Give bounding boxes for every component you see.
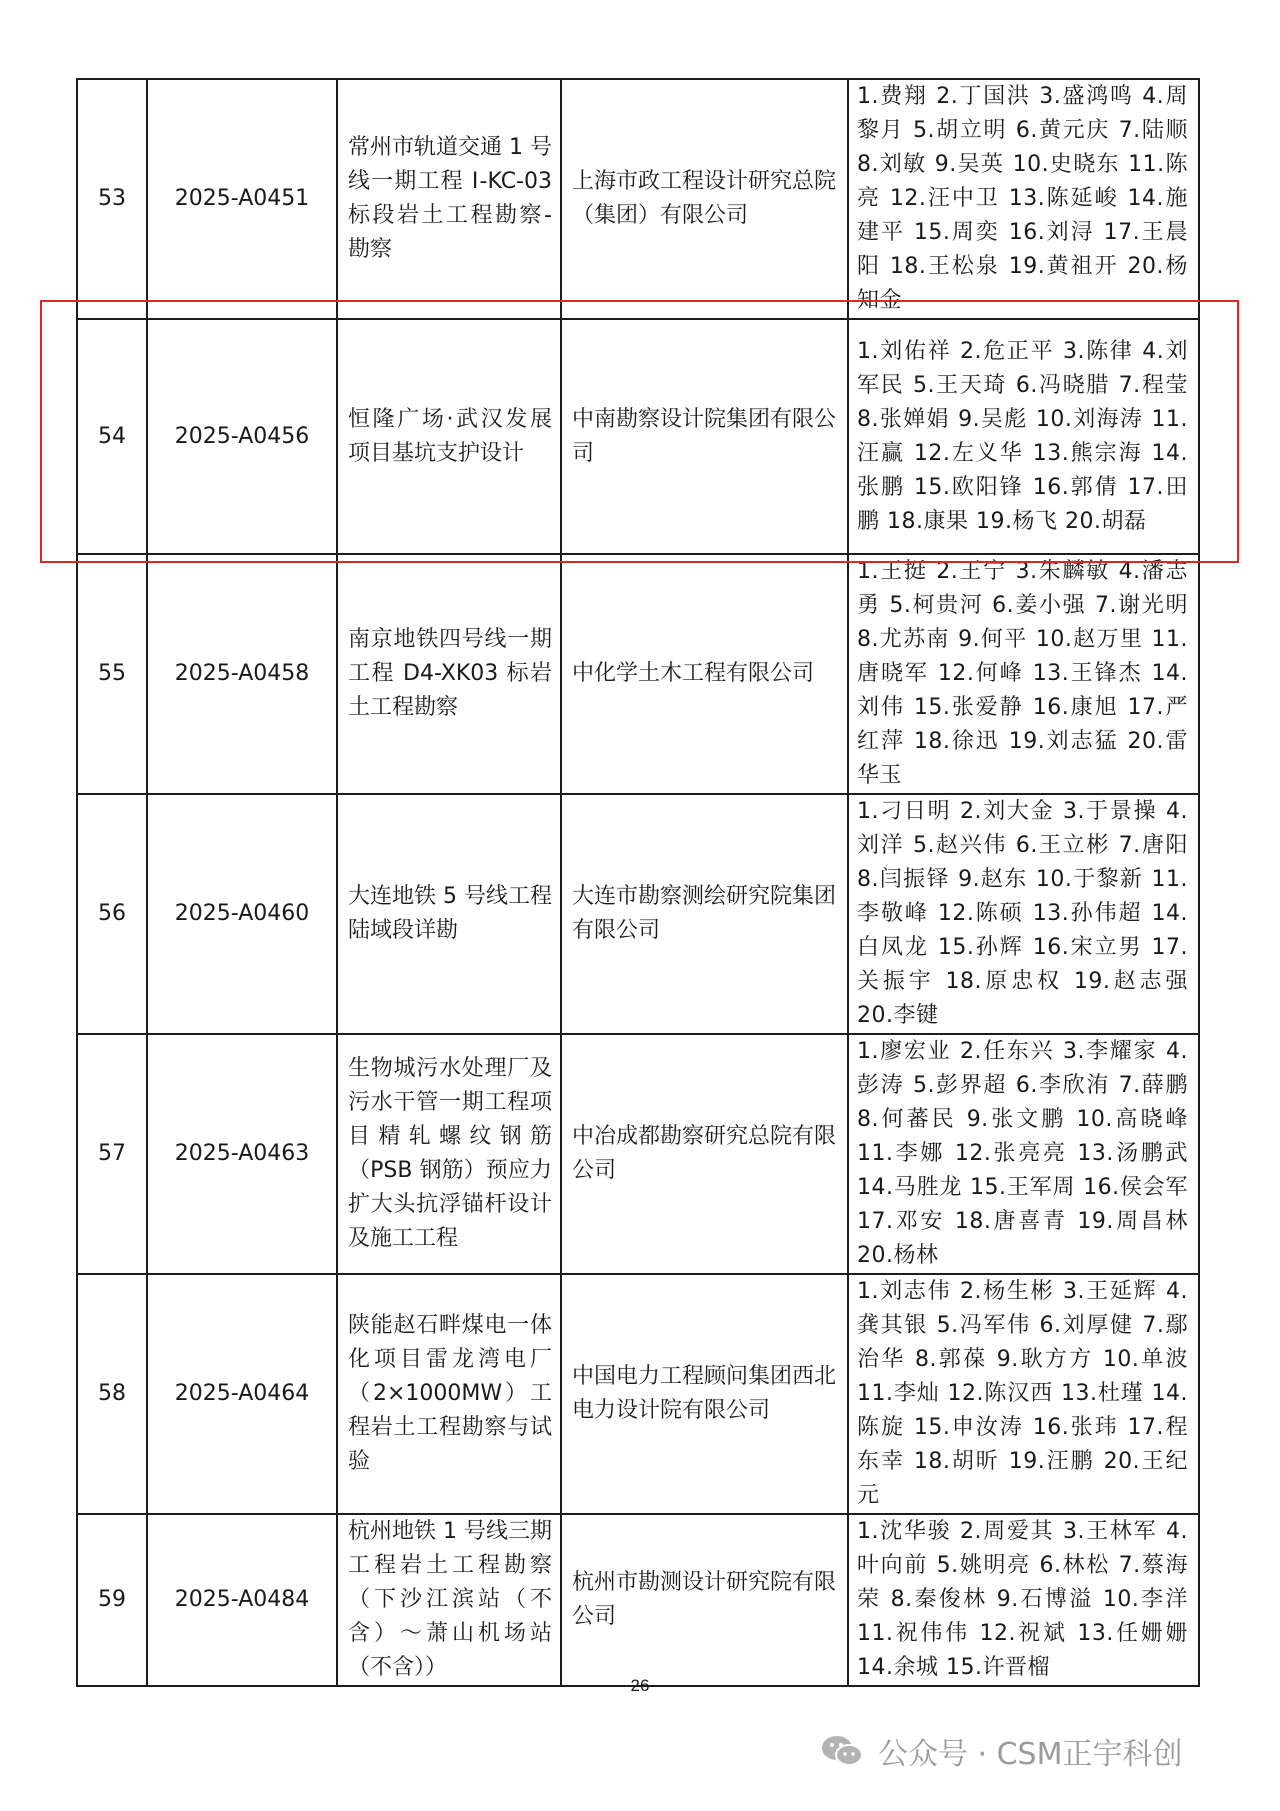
table-row [77, 794, 1199, 1034]
row-number: 55 [77, 554, 147, 794]
project-code: 2025-A0460 [147, 794, 337, 1034]
project-name: 南京地铁四号线一期工程 D4-XK03 标岩土工程勘察 [337, 554, 561, 794]
completing-unit: 大连市勘察测绘研究院集团有限公司 [561, 794, 848, 1034]
table-row [77, 1514, 1199, 1686]
table-row [77, 79, 1199, 319]
watermark [820, 1728, 1182, 1774]
completing-unit: 中南勘察设计院集团有限公司 [561, 319, 848, 554]
personnel-list: 1.费翔 2.丁国洪 3.盛鸿鸣 4.周黎月 5.胡立明 6.黄元庆 7.陆顺 8.刘敏 9.吴英 10.史晓东 11.陈亮 12.汪中卫 13.陈延峻 14.施建平 15.周奕 16.刘浔 17.王晨阳 18.王松泉 19.黄祖开 20.杨知金 [848, 79, 1199, 319]
project-code: 2025-A0458 [147, 554, 337, 794]
row-number: 53 [77, 79, 147, 319]
personnel-list: 1.廖宏业 2.任东兴 3.李耀家 4.彭涛 5.彭界超 6.李欣洧 7.薛鹏 8.何蕃民 9.张文鹏 10.高晓峰 11.李娜 12.张亮亮 13.汤鹏武 14.马胜龙 15.王军周 16.侯会军 17.邓安 18.唐喜青 19.周昌林 20.杨林 [848, 1034, 1199, 1274]
project-name: 恒隆广场·武汉发展项目基坑支护设计 [337, 319, 561, 554]
project-code: 2025-A0456 [147, 319, 337, 554]
project-name: 常州市轨道交通 1 号线一期工程 Ⅰ-KC-03 标段岩土工程勘察-勘察 [337, 79, 561, 319]
project-code: 2025-A0464 [147, 1274, 337, 1514]
row-number: 59 [77, 1514, 147, 1686]
row-number: 57 [77, 1034, 147, 1274]
completing-unit: 杭州市勘测设计研究院有限公司 [561, 1514, 848, 1686]
row-number: 54 [77, 319, 147, 554]
personnel-list: 1.沈华骏 2.周爱其 3.王林军 4.叶向前 5.姚明亮 6.林松 7.蔡海荣 8.秦俊林 9.石博溢 10.李洋 11.祝伟伟 12.祝斌 13.任姗姗 14.余城 15.许晋榴 [848, 1514, 1199, 1686]
wechat-icon [820, 1733, 864, 1769]
completing-unit: 上海市政工程设计研究总院（集团）有限公司 [561, 79, 848, 319]
watermark-text: 公众号 · CSM正宇科创 [878, 1737, 1183, 1772]
personnel-list: 1.刘佑祥 2.危正平 3.陈律 4.刘军民 5.王天琦 6.冯晓腊 7.程莹 8.张婵娟 9.吴彪 10.刘海涛 11.汪赢 12.左义华 13.熊宗海 14.张鹏 15.欧阳锋 16.郭倩 17.田鹏 18.康果 19.杨飞 20.胡磊 [848, 319, 1199, 554]
table-row [77, 319, 1199, 554]
project-code: 2025-A0463 [147, 1034, 337, 1274]
table-row [77, 1274, 1199, 1514]
row-number: 58 [77, 1274, 147, 1514]
project-code: 2025-A0484 [147, 1514, 337, 1686]
personnel-list: 1.刁日明 2.刘大金 3.于景操 4.刘洋 5.赵兴伟 6.王立彬 7.唐阳 8.闫振铎 9.赵东 10.于黎新 11.李敬峰 12.陈硕 13.孙伟超 14.白凤龙 15.孙辉 16.宋立男 17.关振宇 18.原忠权 19.赵志强 20.李键 [848, 794, 1199, 1034]
personnel-list: 1.刘志伟 2.杨生彬 3.王延辉 4.龚其银 5.冯军伟 6.刘厚健 7.鄢治华 8.郭葆 9.耿方方 10.单波 11.李灿 12.陈汉西 13.杜瑾 14.陈旋 15.申汝涛 16.张玮 17.程东幸 18.胡昕 19.汪鹏 20.王纪元 [848, 1274, 1199, 1514]
project-name: 大连地铁 5 号线工程陆域段详勘 [337, 794, 561, 1034]
completing-unit: 中国电力工程顾问集团西北电力设计院有限公司 [561, 1274, 848, 1514]
project-name: 杭州地铁 1 号线三期工程岩土工程勘察（下沙江滨站（不含）～萧山机场站（不含）） [337, 1514, 561, 1686]
project-name: 陕能赵石畔煤电一体化项目雷龙湾电厂（2×1000MW）工程岩土工程勘察与试验 [337, 1274, 561, 1514]
completing-unit: 中化学土木工程有限公司 [561, 554, 848, 794]
award-table [76, 78, 1200, 1687]
project-code: 2025-A0451 [147, 79, 337, 319]
completing-unit: 中冶成都勘察研究总院有限公司 [561, 1034, 848, 1274]
table-row [77, 1034, 1199, 1274]
row-number: 56 [77, 794, 147, 1034]
project-name: 生物城污水处理厂及污水干管一期工程项目精轧螺纹钢筋（PSB 钢筋）预应力扩大头抗浮锚杆设计及施工工程 [337, 1034, 561, 1274]
page-number: 26 [630, 1676, 650, 1695]
table-row [77, 554, 1199, 794]
personnel-list: 1.王挺 2.王宁 3.朱麟敏 4.潘志勇 5.柯贵河 6.姜小强 7.谢光明 8.尤苏南 9.何平 10.赵万里 11.唐晓军 12.何峰 13.王锋杰 14.刘伟 15.张爱静 16.康旭 17.严红萍 18.徐迅 19.刘志猛 20.雷华玉 [848, 554, 1199, 794]
